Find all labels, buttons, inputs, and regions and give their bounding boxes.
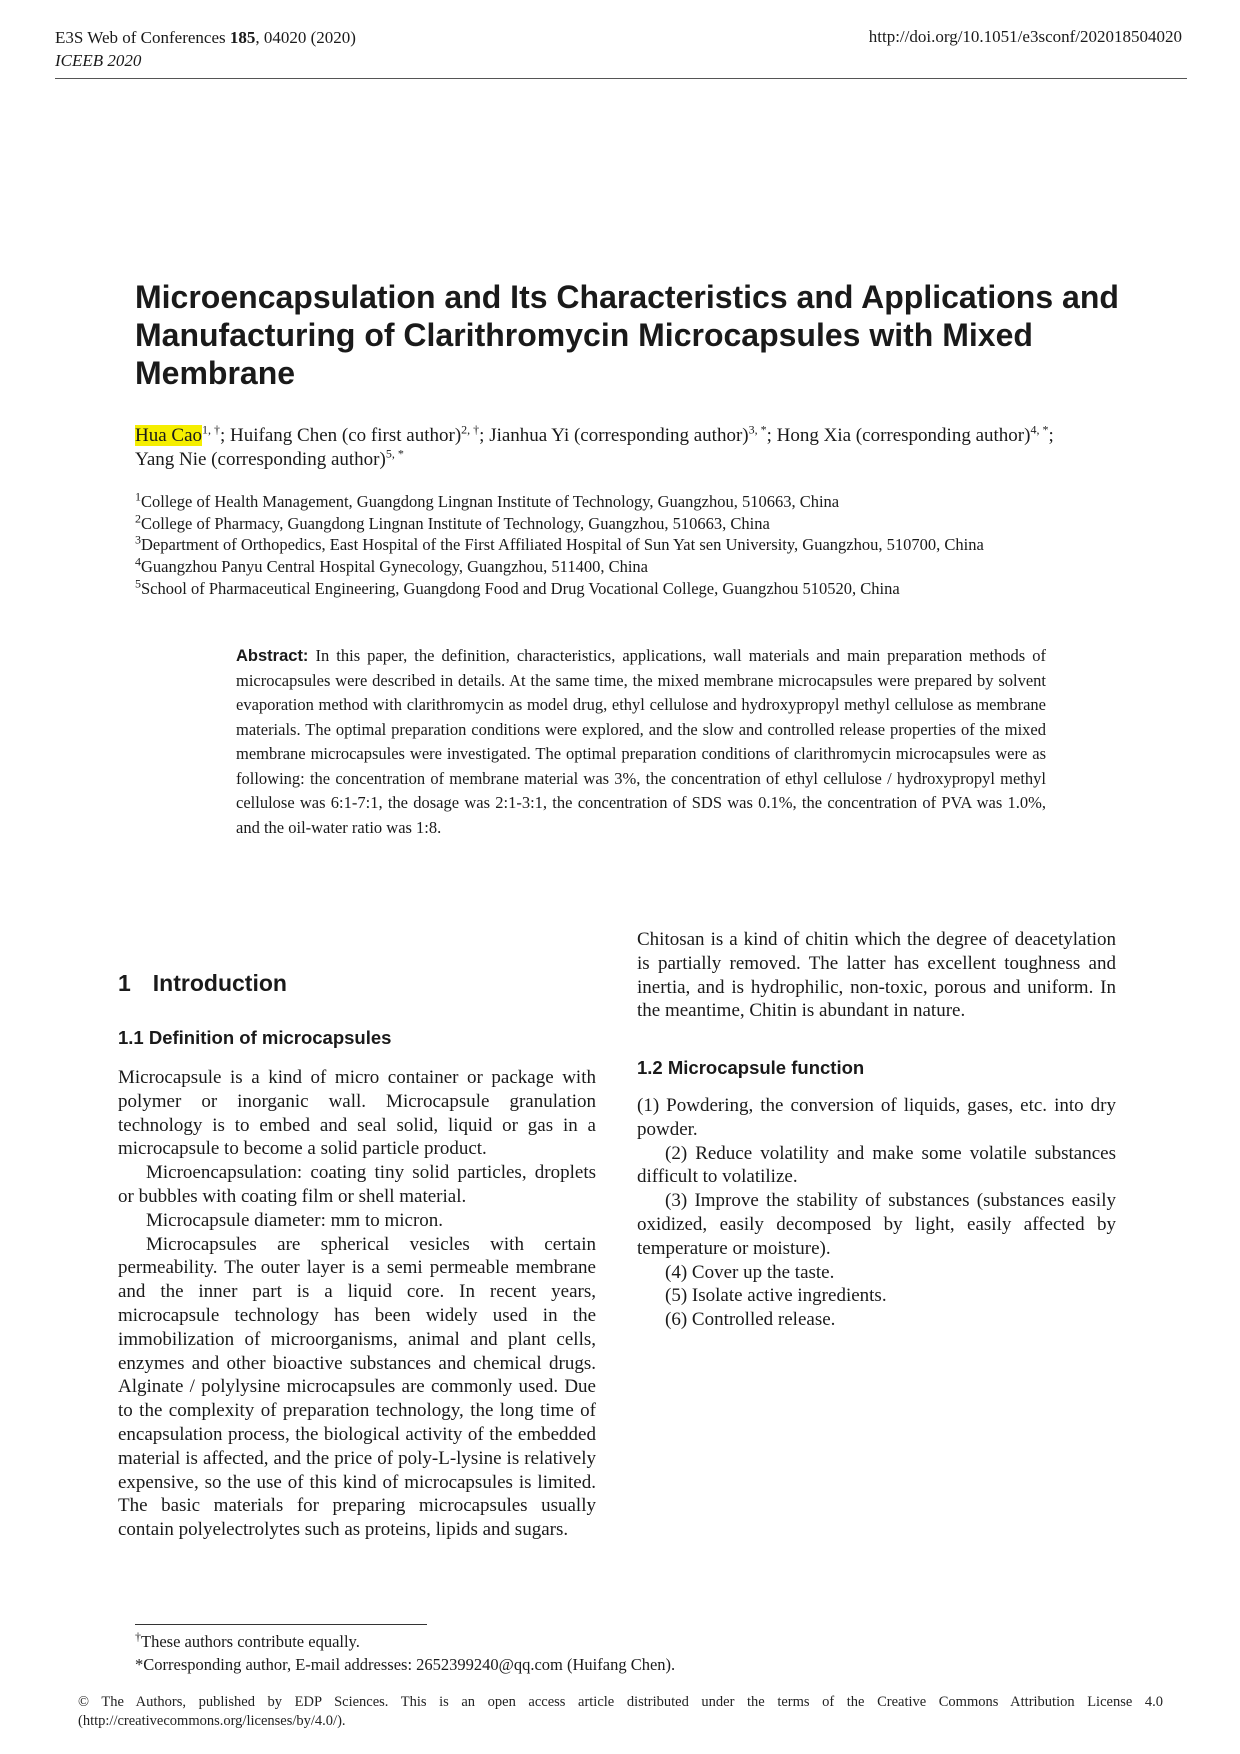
- footnote-text: These authors contribute equally.: [141, 1632, 360, 1651]
- footnote-corresponding: *Corresponding author, E-mail addresses: 2652399240@qq.com (Huifang Chen).: [135, 1655, 676, 1674]
- affiliation: [135, 556, 1175, 578]
- list-item: (2) Reduce volatility and make some volatile substances difficult to volatilize.: [637, 1142, 1116, 1188]
- right-column: [637, 928, 1116, 1332]
- journal-prefix: E3S Web of Conferences: [55, 28, 230, 47]
- author-sup: 3, *: [748, 422, 767, 437]
- footnotes: [135, 1630, 1135, 1676]
- author-sup: 5, *: [385, 446, 404, 461]
- list-item: (6) Controlled release.: [665, 1309, 836, 1331]
- subsection-heading: 1.2 Microcapsule function: [637, 1057, 865, 1079]
- affiliation-list: [135, 491, 1175, 600]
- section-title: Introduction: [152, 970, 287, 996]
- paragraph: Microencapsulation: coating tiny solid particles, droplets or bubbles with coating film or shell material.: [118, 1162, 596, 1207]
- list-item: (1) Powdering, the conversion of liquids, gases, etc. into dry powder.: [637, 1094, 1116, 1140]
- journal-citation: [55, 27, 356, 49]
- section-number: 1: [118, 970, 131, 996]
- affiliation: [135, 578, 1175, 600]
- author-sup: 4, *: [1030, 422, 1049, 437]
- paragraph: Chitosan is a kind of chitin which the degree of deacetylation is partially removed. The latter has excellent toughness and inertia, and is hydrophilic, non-toxic, porous and uniform. In the meantime, Chitin is abundant in nature.: [637, 929, 1116, 1022]
- affiliation: [135, 491, 1175, 513]
- footnote-equal-contribution: [135, 1630, 1135, 1653]
- affiliation-sup: 3: [135, 532, 141, 547]
- list-item: (4) Cover up the taste.: [665, 1261, 835, 1283]
- footnote-mark: †: [135, 1629, 141, 1644]
- abstract-label: Abstract:: [236, 647, 309, 665]
- affiliation-sup: 1: [135, 489, 141, 504]
- affiliation-sup: 4: [135, 554, 141, 569]
- author-sup: 2, †: [461, 422, 480, 437]
- affiliation-text: College of Pharmacy, Guangdong Lingnan Institute of Technology, Guangzhou, 510663, China: [141, 513, 770, 533]
- author-separator: ;: [479, 425, 490, 446]
- author-separator: ;: [766, 425, 777, 446]
- author-name: Huifang Chen (co first author): [230, 425, 462, 446]
- author-name: Hong Xia (corresponding author): [776, 425, 1031, 446]
- list-item: (3) Improve the stability of substances (substances easily oxidized, easily decomposed by light, easily affected by temperature or moisture).: [637, 1190, 1116, 1259]
- subsection-heading: 1.1 Definition of microcapsules: [118, 1027, 392, 1048]
- license-notice: © The Authors, published by EDP Sciences. This is an open access article distributed under the terms of the Creative Commons Attribution License 4.0 (http://creativecommons.org/licenses/by/4.0/).: [78, 1694, 1163, 1729]
- journal-volume: 185: [229, 28, 256, 47]
- affiliation-text: School of Pharmaceutical Engineering, Guangdong Food and Drug Vocational College, Guangzhou 510520, China: [141, 578, 900, 598]
- header-divider: [55, 78, 1187, 79]
- author-separator: ;: [1048, 425, 1054, 446]
- paragraph: Microcapsules are spherical vesicles with certain permeability. The outer layer is a semi permeable membrane and the inner part is a liquid core. In recent years, microcapsule technology has been widely used in the immobilization of microorganisms, animal and plant cells, enzymes and other bioactive substances and chemical drugs. Alginate / polylysine microcapsules are commonly used. Due to the complexity of preparation technology, the long time of encapsulation process, the biological activity of the embedded material is affected, and the price of poly-L-lysine is relatively expensive, so the use of this kind of microcapsules is limited. The basic materials for preparing microcapsules usually contain polyelectrolytes such as proteins, lipids and sugars.: [118, 1233, 596, 1541]
- abstract: [236, 644, 1046, 840]
- author-list: [135, 424, 1175, 472]
- list-item: (5) Isolate active ingredients.: [665, 1285, 887, 1307]
- affiliation-text: College of Health Management, Guangdong Lingnan Institute of Technology, Guangzhou, 510663, China: [141, 492, 840, 511]
- author-name: Hua Cao: [135, 425, 203, 446]
- author-name: Jianhua Yi (corresponding author): [489, 425, 749, 446]
- doi-link[interactable]: http://doi.org/10.1051/e3sconf/202018504020: [868, 27, 1182, 46]
- footnote-divider: [135, 1624, 427, 1625]
- affiliation: [135, 534, 1175, 556]
- paragraph: Microcapsule diameter: mm to micron.: [146, 1209, 444, 1231]
- journal-suffix: , 04020 (2020): [255, 28, 356, 47]
- affiliation-text: Department of Orthopedics, East Hospital of the First Affiliated Hospital of Sun Yat sen University, Guangzhou, 510700, China: [141, 535, 984, 555]
- abstract-text: In this paper, the definition, characteristics, applications, wall materials and main preparation methods of microcapsules were described in details. At the same time, the mixed membrane microcapsules were prepared by solvent evaporation method with clarithromycin as model drug, ethyl cellulose and hydroxypropyl methyl cellulose as membrane materials. The optimal preparation conditions were explored, and the slow and controlled release properties of the mixed membrane microcapsules were investigated. The optimal preparation conditions of clarithromycin microcapsules were as following: the concentration of membrane material was 3%, the concentration of ethyl cellulose / hydroxypropyl methyl cellulose was 6:1-7:1, the dosage was 2:1-3:1, the concentration of SDS was 0.1%, the concentration of PVA was 1.0%, and the oil-water ratio was 1:8.: [236, 646, 1046, 837]
- author-name: Yang Nie (corresponding author): [135, 449, 386, 470]
- author-separator: ;: [220, 425, 231, 446]
- affiliation-sup: 2: [135, 511, 141, 526]
- left-column: [118, 970, 596, 1542]
- paragraph: Microcapsule is a kind of micro container or package with polymer or inorganic wall. Microcapsule granulation technology is to embed and seal solid, liquid or gas in a microcapsule to become a solid particle product.: [118, 1067, 596, 1160]
- conference-name: ICEEB 2020: [55, 51, 142, 70]
- affiliation-text: Guangzhou Panyu Central Hospital Gynecology, Guangzhou, 511400, China: [141, 557, 648, 577]
- paper-title: Microencapsulation and Its Characteristics and Applications and Manufacturing of Clarithromycin Microcapsules with Mixed Membrane: [135, 279, 1119, 391]
- author-sup: 1, †: [202, 422, 221, 437]
- affiliation: [135, 513, 1175, 535]
- affiliation-sup: 5: [135, 576, 141, 591]
- section-heading: [118, 972, 596, 996]
